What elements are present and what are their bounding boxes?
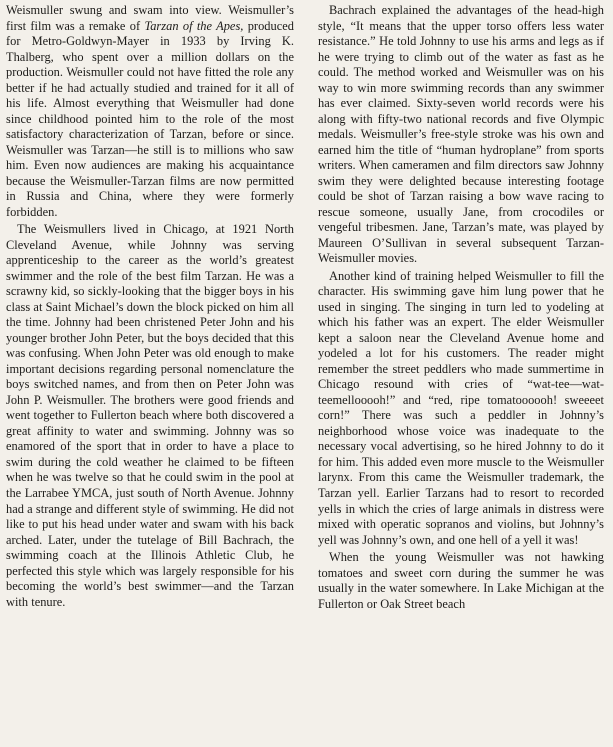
paragraph-text: produced for Metro-Goldwyn-Mayer in 1933 by Irving K. Thalberg, who spent over a million dollars on the production. Weismuller could not have fitted the role any better if he had actually studied and trained for it all of his life. Almost everything that Weismuller had done since childhood pointed him to the role of the most satisfactory characterization of Tarzan, before or since. Weismuller was Tarzan—he still is to millions who saw him. Even now audiences are making his acquaintance because the Weismuller-Tarzan films are now permitted in Russia and China, where they were formerly forbidden.: [6, 18, 294, 219]
paragraph-film-debut: [6, 3, 294, 220]
film-title: Tarzan of the Apes,: [144, 18, 244, 33]
paragraph-childhood-chicago: The Weismullers lived in Chicago, at 1921 North Cleveland Avenue, while Johnny was serving apprenticeship to the career as the world’s greatest swimmer and the role of the best film Tarzan. He was a scrawny kid, so sickly-looking that the bigger boys in his class at Saint Michael’s down the block picked on him all the time. Johnny had been christened Peter John and his younger brother John Peter, but the boys decided that this was confusing. When John Peter was old enough to make important decisions regarding personal nomenclature the boys switched names, and from then on Peter John was John P. Weismuller. The brothers were good friends and went together to Fullerton beach where both discovered a great affinity to water and swimming. Johnny was so enamored of the sport that in order to have a place to swim during the cold weather he claimed to be fifteen when he was twelve so that he could swim in the pool at the Larrabee YMCA, just south of North Avenue. Johnny had a strange and different style of swimming. He did not like to put his head under water and swam with his back arched. Later, under the tutelage of Bill Bachrach, the swimming coach at the Illinois Athletic Club, he perfected this style which was largely responsible for his becoming the world’s best swimmer—and the Tarzan with tenure.: [6, 222, 294, 609]
right-text-column: [318, 3, 604, 614]
paragraph-lake-michigan: When the young Weismuller was not hawking tomatoes and sweet corn during the summer he was usually in the water somewhere. In Lake Michigan at the Fullerton or Oak Street beach: [318, 550, 604, 611]
left-text-column: [6, 3, 294, 612]
paragraph-swimming-style: Bachrach explained the advantages of the head-high style, “It means that the upper torso offers less water resistance.” He told Johnny to use his arms and legs as if he were trying to climb out of the water as fast as he could. The method worked and Weismuller was on his way to win more swimming records than any swimmer has ever claimed. Sixty-seven world records were his along with fifty-two national records and five Olympic medals. Weismuller’s free-style stroke was his own and earned him the title of “human hydroplane” from sports writers. When cameramen and film directors saw Johnny swim they were delighted because interesting footage could be shot of Tarzan raising a bow wave racing to rescue someone, usually Jane, from crocodiles or vengeful tribesmen. Jane, Tarzan’s mate, was played by Maureen O’Sullivan in several subsequent Tarzan-Weismuller movies.: [318, 3, 604, 266]
paragraph-text: Weismuller swung and swam into view. Weismuller’s first film was a remake of: [6, 3, 294, 33]
paragraph-tarzan-yell: Another kind of training helped Weismuller to fill the character. His swimming gave him lung power that he used in singing. The singing in turn led to yodeling at which his father was an expert. The elder Weismuller kept a saloon near the Cleveland Avenue home and yodeled a lot for his customers. The reader might remember the street peddlers who made summertime in Chicago resound with cries of “wat-tee—wat-teemellooooh!” and “red, ripe tomatoooooh! sweeeet corn!” There was such a peddler in Johnny’s neighborhood whose voice was inadequate to the necessary vocal advertising, so he hired Johnny to do it for him. This added even more muscle to the Weismuller larynx. From this came the Weismuller trademark, the Tarzan yell. Earlier Tarzans had to resort to recorded yells in which the cries of large animals in distress were mixed with operatic sopranos and violins, but Johnny’s yell was Johnny’s own, and one hell of a yell it was!: [318, 268, 604, 547]
